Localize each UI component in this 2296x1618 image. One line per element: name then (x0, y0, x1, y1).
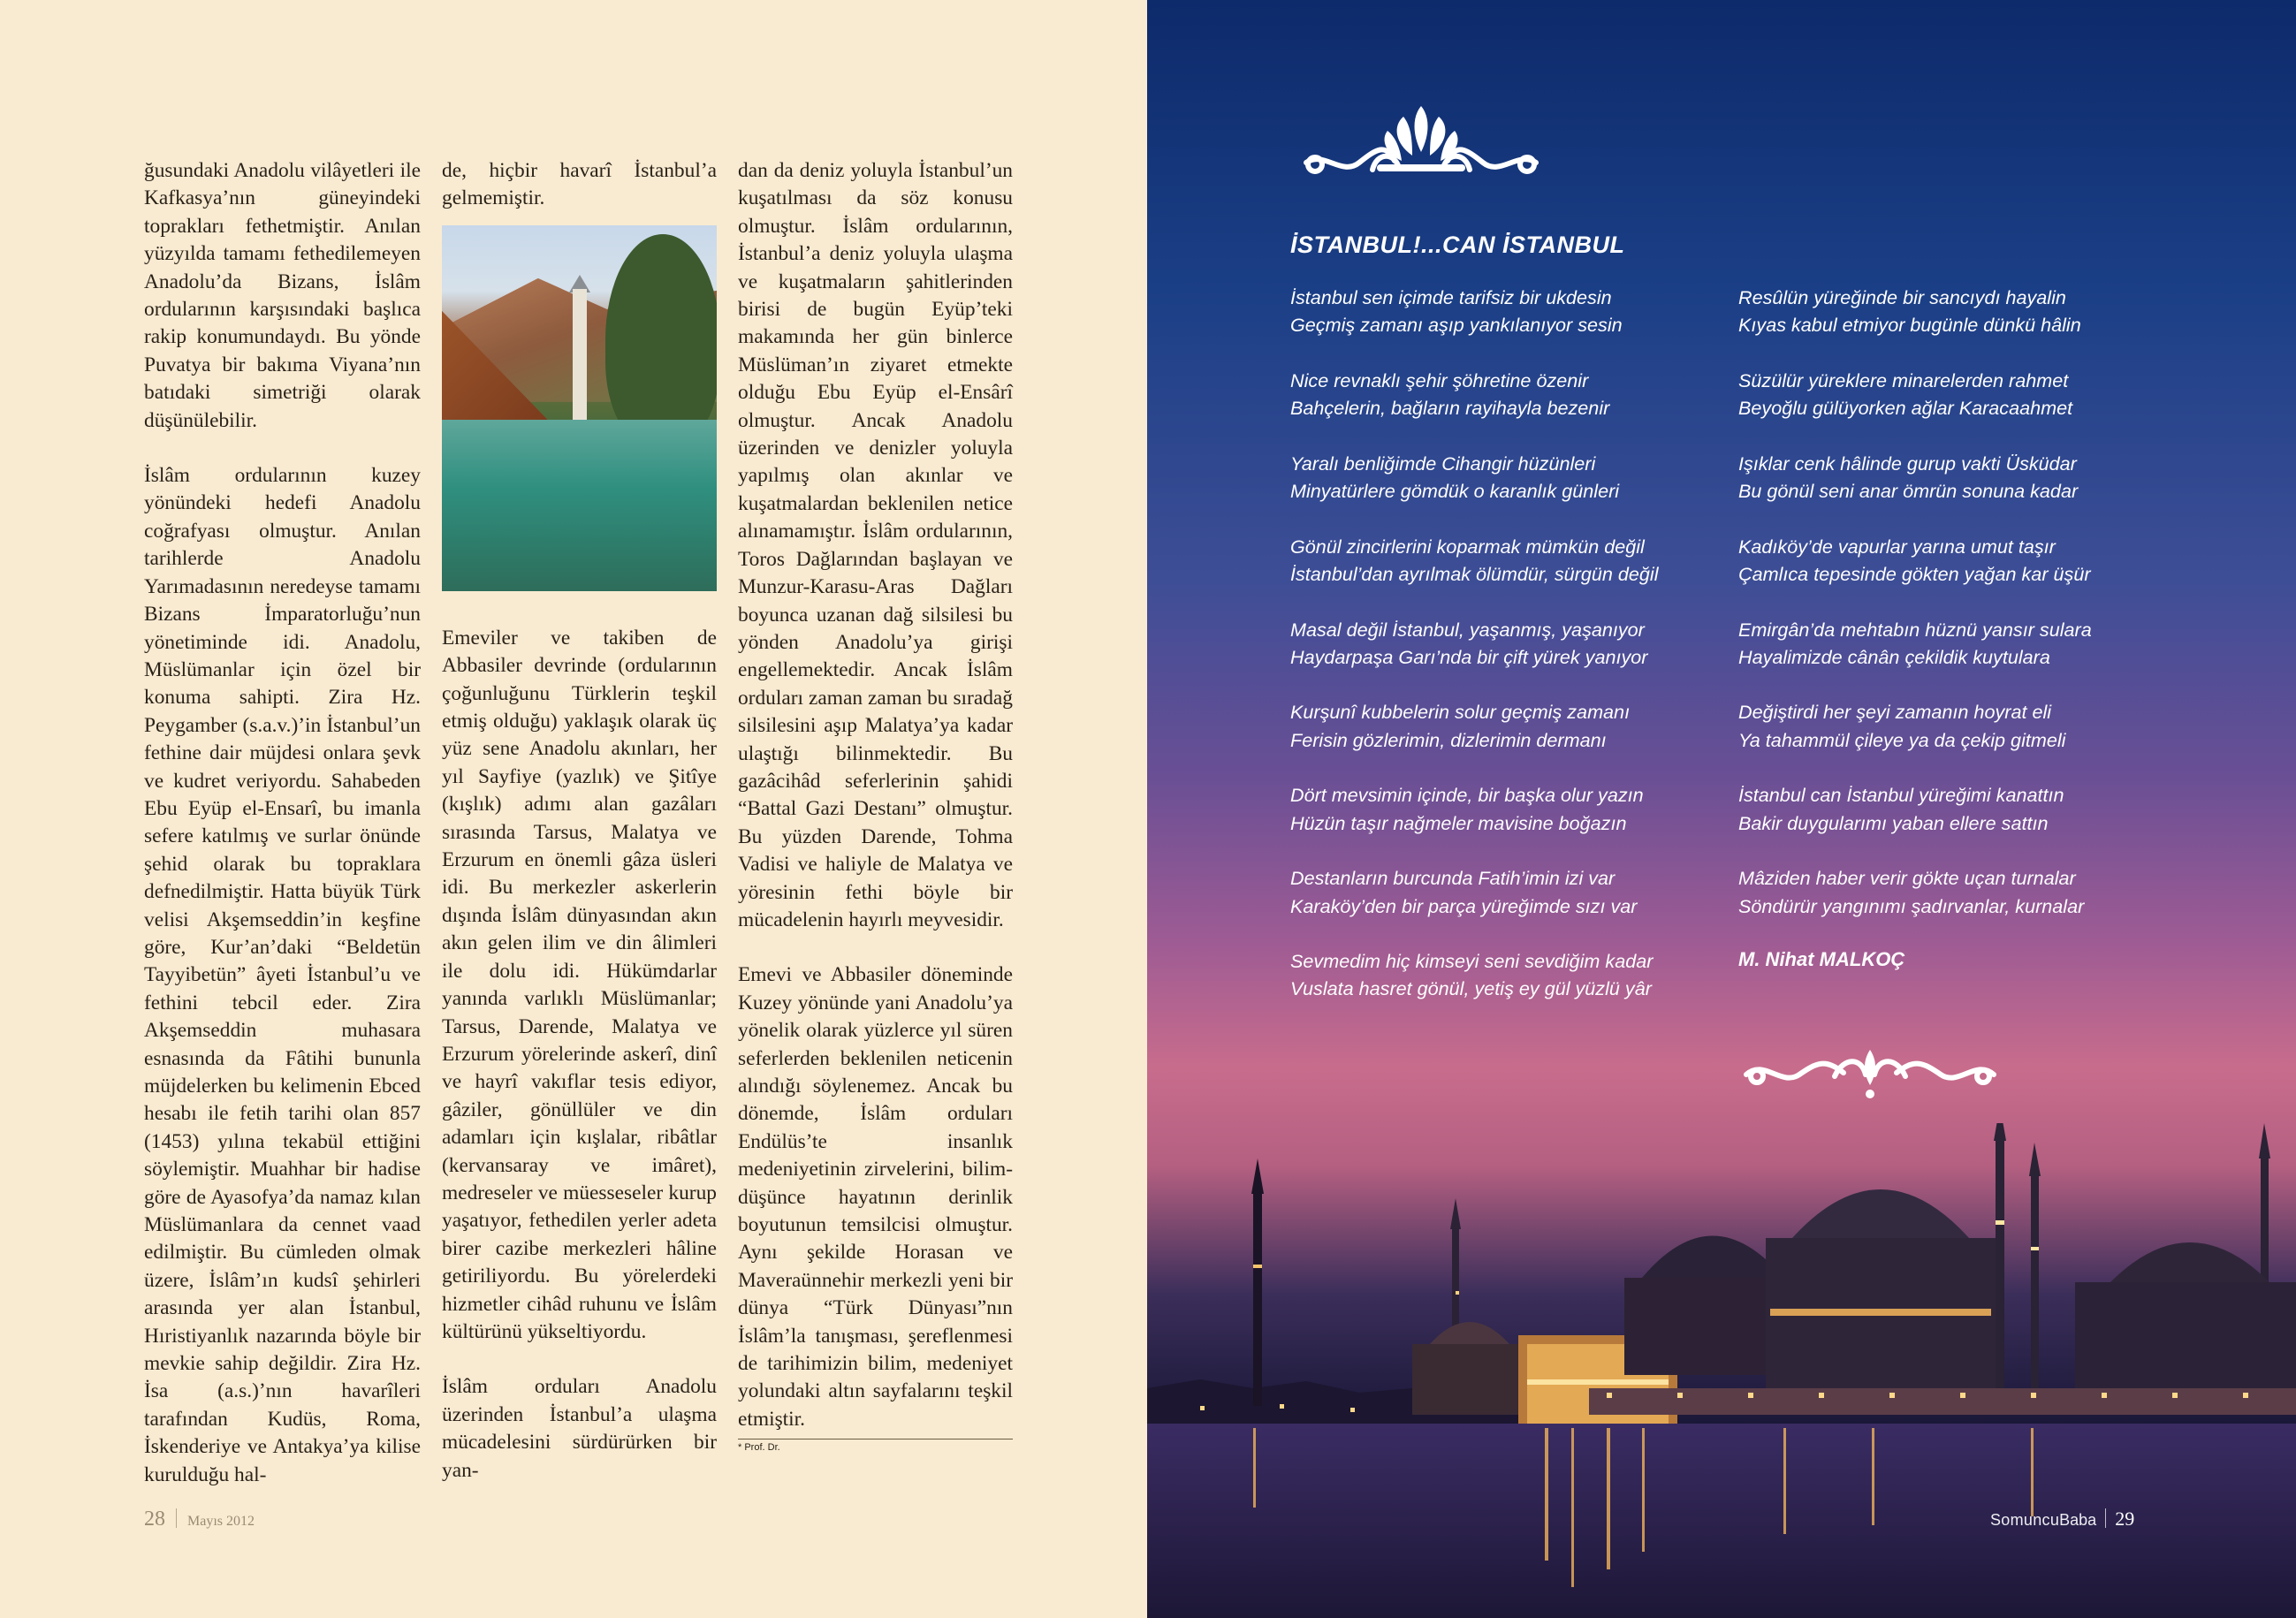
poem-line: Mâziden haber verir gökte uçan turnalar (1738, 867, 2076, 890)
paragraph: dan da deniz yoluyla İstanbul’un kuşatılması da söz konusu olmuştur. İslâm ordularının, İstanbul’a deniz yoluyla ulaşma ve kuşatmaların şahitlerinden birisi de bugün Eyüp’teki makamında her gün binlerce Müslüman’ın ziyaret etmekte olduğu Ebu Eyüp el-Ensârî olmuştur. Ancak Anadolu üzerinden ve denizler yoluyla yapılmış olan akınlar ve kuşatmalardan beklenilen netice alınamamıştır. İslâm ordularının, Toros Dağlarından başlayan ve Munzur-Karasu-Aras Dağları boyunca uzanan dağ silsilesi bu yönden Anadolu’ya girişi engellemektedir. Ancak İslâm orduları zaman zaman bu sıradağ silsilesini aşıp Malatya’ya kadar ulaştığı bilinmektedir. Bu gazâcihâd seferlerinin şahidi “Battal Gazi Destanı” olmuştur. Bu yüzden Darende, Tohma Vadisi ve haliyle de Malatya ve yöresinin fethi böyle bir mücadelenin hayırlı meyvesidir. (738, 159, 1013, 931)
poem-line: Hayalimizde cânân çekildik kuytulara (1738, 645, 2050, 668)
left-page (0, 0, 1147, 1618)
poem-stanza (1290, 284, 1659, 339)
folio-divider (2105, 1508, 2106, 1528)
issue-date: Mayıs 2012 (187, 1514, 255, 1529)
poem-line: Kadıköy’de vapurlar yarına umut taşır (1738, 535, 2056, 558)
poem-line: İstanbul’dan ayrılmak ölümdür, sürgün değil (1290, 562, 1659, 585)
paragraph: İslâm orduları Anadolu üzerinden İstanbul’a ulaşma mücadelesini sürdürürken bir yan- (442, 1375, 717, 1482)
tree (605, 234, 717, 446)
text-column-1 (144, 157, 421, 1489)
magazine-brand (1990, 1511, 2096, 1529)
poem-line: Minyatürlere gömdük o karanlık günleri (1290, 480, 1620, 503)
poem-stanza (1290, 864, 1659, 920)
poem-line: Söndürür yangınımı şadırvanlar, kurnalar (1738, 894, 2085, 917)
page-folio-right (1990, 1508, 2134, 1531)
poem-author: M. Nihat MALKOÇ (1738, 948, 1905, 971)
poem-stanza (1290, 450, 1659, 505)
poem-line: Haydarpaşa Garı’nda bir çift yürek yanıyor (1290, 645, 1648, 668)
poem-line: Beyoğlu gülüyorken ağlar Karacaahmet (1738, 397, 2073, 420)
poem-line: Kurşunî kubbelerin solur geçmiş zamanı (1290, 701, 1631, 724)
poem-stanza (1290, 367, 1659, 422)
poem-line: Değiştirdi her şeyi zamanın hoyrat eli (1738, 701, 2052, 724)
poem-column-1 (1290, 284, 1659, 1030)
poem-line: Karaköy’den bir parça yüreğimde sızı var (1290, 894, 1638, 917)
poem-line: Masal değil İstanbul, yaşanmış, yaşanıyor (1290, 618, 1645, 641)
minaret (573, 289, 587, 422)
poem-stanza (1738, 698, 2092, 754)
poem-stanza (1738, 367, 2092, 422)
poem-line: Ya tahammül çileye ya da çekip gitmeli (1738, 728, 2066, 751)
brand-part1: Somuncu (1990, 1511, 2060, 1529)
page-folio-left (144, 1508, 255, 1531)
poem-line: Dört mevsimin içinde, bir başka olur yazın (1290, 784, 1644, 807)
poem-line: İstanbul can İstanbul yüreğimi kanattın (1738, 784, 2064, 807)
poem-line: Vuslata hasret gönül, yetiş ey gül yüzlü yâr (1290, 977, 1652, 1000)
poem-stanza (1290, 616, 1659, 672)
poem-line: Çamlıca tepesinde gökten yağan kar üşür (1738, 562, 2091, 585)
poem-line: Yaralı benliğimde Cihangir hüzünleri (1290, 452, 1596, 475)
poem-line: Kıyas kabul etmiyor bugünle dünkü hâlin (1738, 314, 2081, 337)
poem-line: Bu gönül seni anar ömrün sonuna kadar (1738, 480, 2079, 503)
text-column-2 (442, 157, 717, 1485)
page-number: 28 (144, 1508, 165, 1531)
poem-line: Emirgân’da mehtabın hüznü yansır sulara (1738, 618, 2092, 641)
istanbul-skyline-illustration (1147, 1123, 2296, 1618)
paragraph: Emeviler ve takiben de Abbasiler devrinde (ordularının çoğunluğunu Türklerin teşkil etmiş olduğu) yaklaşık olarak üç yüz sene Anadolu akınları, her yıl Sayfiye (yazlık) ve Şitîye (kışlık) adımı alan gazâları sırasında Tarsus, Malatya ve Erzurum en önemli gâza üsleri idi. Bu merkezler askerlerin dışında İslâm dünyasından akın akın gelen ilim ve din âlimleri ile dolu idi. Hükümdarlar yanında varlıklı Müslümanlar; Tarsus, Darende, Malatya ve Erzurum yörelerinde askerî, dinî ve hayrî vakıflar tesis ediyor, gâziler, gönüllüler ve din adamları için kışlalar, ribâtlar (kervansaray ve imâret), medreseler ve müesseseler kurup yaşatıyor, fethedilen yerler adeta birer cazibe merkezleri hâline getiriliyordu. Bu yörelerdeki hizmetler cihâd ruhunu ve İslâm kültürünü yükseltiyordu. (442, 626, 717, 1343)
poem-title: İSTANBUL!...CAN İSTANBUL (1290, 232, 1625, 258)
poem-line: Işıklar cenk hâlinde gurup vakti Üsküdar (1738, 452, 2077, 475)
poem-line: Ferisin gözlerimin, dizlerimin dermanı (1290, 728, 1607, 751)
poem-line: İstanbul sen içimde tarifsiz bir ukdesin (1290, 286, 1612, 308)
poem-line: Sevmedim hiç kimseyi seni sevdiğim kadar (1290, 950, 1654, 973)
poem-line: Süzülür yüreklere minarelerden rahmet (1738, 368, 2069, 391)
poem-column-2 (1738, 284, 2092, 973)
paragraph: ğusundaki Anadolu vilâyetleri ile Kafkasya’nın güneyindeki toprakları fethetmiştir. Anılan yüzyılda tamamı fethedilemeyen Anadolu’da Bizans, İslâm ordularının karşısındaki başlıca rakip konumundaydı. Bu yönde Puvatya bir bakıma Viyana’nın batıdaki simetriği olarak düşünülebilir. (144, 159, 421, 432)
right-page (1147, 0, 2296, 1618)
poem-stanza (1738, 284, 2092, 339)
brand-part2: Baba (2059, 1511, 2097, 1529)
footnote: * Prof. Dr. (738, 1442, 780, 1454)
mosque-pool-photo (442, 225, 717, 591)
floral-ornament-icon (1289, 99, 1554, 196)
paragraph: İslâm ordularının kuzey yönündeki hedefi Anadolu coğrafyası olmuştur. Anılan tarihlerde Anadolu Yarımadasının neredeyse tamamı Bizans İmparatorluğu’nun yönetiminde idi. Anadolu, Müslümanlar için özel bir konuma sahipti. Zira Hz. Peygamber (s.a.v.)’in İstanbul’un fethine dair müjdesi onlara şevk ve kudret veriyordu. Sahabeden Ebu Eyüp el-Ensarî, bu imanla sefere katılmış ve surlar önünde şehid olarak bu topraklara defnedilmiştir. Hatta büyük Türk velisi Akşemseddin’in keşfine göre, Kur’an’daki “Beldetün Tayyibetün” âyeti İstanbul’u ve fethini tebcil eder. Zira Akşemseddin muhasara esnasında da Fâtihi bununla müjdelerken bu kelimenin Ebced hesabı ile fetih tarihi olan 857 (1453) yılına tekabül ettiğini söylemiştir. Muahhar bir hadise göre de Ayasofya’da namaz kılan Müslümanlara da cennet vaad edilmiştir. Bu cümleden olmak üzere, İslâm’ın kudsî şehirleri arasında yer alan İstanbul, Hıristiyanlık nazarında böyle bir mevkie sahip değildir. Zira Hz. İsa (a.s.)’nın havarîleri tarafından Kudüs, Roma, İskenderiye ve Antakya’ya kilise kurulduğu hal- (144, 464, 421, 1486)
poem-line: Resûlün yüreğinde bir sancıydı hayalin (1738, 286, 2066, 308)
poem-line: Hüzün taşır nağmeler mavisine boğazın (1290, 811, 1627, 834)
poem-line: Gönül zincirlerini koparmak mümkün değil (1290, 535, 1645, 558)
poem-stanza (1290, 781, 1659, 837)
poem-stanza (1738, 450, 2092, 505)
poem-line: Bakir duygularımı yaban ellere sattın (1738, 811, 2049, 834)
poem-stanza (1738, 864, 2092, 920)
text-column-3 (738, 157, 1013, 1455)
poem-line: Destanların burcunda Fatih’imin izi var (1290, 867, 1616, 890)
poem-line: Bahçelerin, bağların rayihayla bezenir (1290, 397, 1610, 420)
paragraph: de, hiçbir havarî İstanbul’a gelmemiştir. (442, 159, 717, 210)
pool (442, 420, 717, 591)
poem-stanza (1290, 533, 1659, 589)
page-number: 29 (2115, 1508, 2135, 1530)
poem-stanza (1290, 698, 1659, 754)
scroll-ornament-icon (1737, 1041, 2003, 1103)
poem-line: Nice revnaklı şehir şöhretine özenir (1290, 368, 1589, 391)
folio-divider (176, 1508, 177, 1528)
poem-stanza (1290, 947, 1659, 1003)
poem-stanza (1738, 616, 2092, 672)
poem-line: Geçmiş zamanı aşıp yankılanıyor sesin (1290, 314, 1623, 337)
paragraph: Emevi ve Abbasiler döneminde Kuzey yönünde yani Anadolu’ya yönelik olarak yüzlerce yıl süren seferlerden beklenilen neticenin alındığı söylenemez. Ancak bu dönemde, İslâm orduları Endülüs’te insanlık medeniyetinin zirvelerini, bilim-düşünce hayatının derinlik boyutunun temsilcisi olmuştur. Aynı şekilde Horasan ve Maveraünnehir merkezli yeni bir dünya “Türk Dünyası”nın İslâm’la tanışması, şereflenmesi de tarihimizin bilim, medeniyet yolundaki altın sayfalarını teşkil etmiştir. (738, 963, 1013, 1431)
poem-stanza (1738, 533, 2092, 589)
poem-stanza (1738, 781, 2092, 837)
